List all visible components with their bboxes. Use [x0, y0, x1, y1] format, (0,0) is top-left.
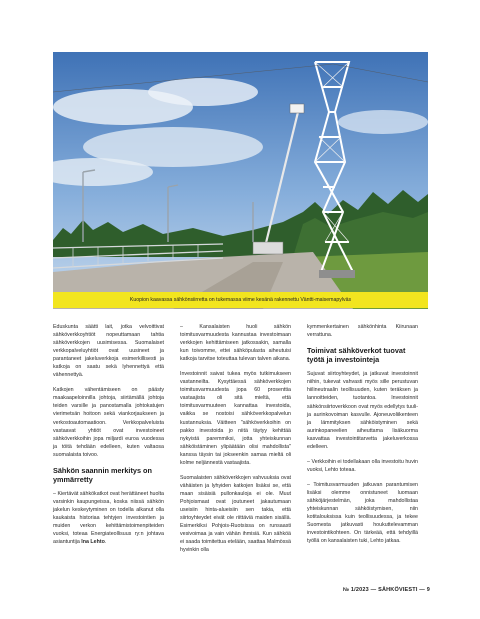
- paragraph: – Kansalaisten huoli sähkön toimitusvarmuudesta kannustaa investoimaan verkkojen kehittämiseen jatkossakin, samalla kun toivomme, ettei sähköpulasta aiheutuisi katkoja tarvitse toteuttaa tulevan talven aikana.: [180, 324, 291, 363]
- paragraph: – Verkkoihin ei todellakaan olla investoitu huvin vuoksi, Lehto toteaa.: [307, 458, 418, 473]
- paragraph: Suomalaisten sähköverkkojen vahvuuksia ovat vähäisten ja lyhyiden katkojen lisäksi se, että maan sisäisiä pullonkauloja ei ole. Muut Pohjoismaat ovat joutuneet jakautumaan useisiin hinta-alueisiin sen takia, että siirtoyhteydet eivät ole riittäviä maiden sisällä. Esimerkiksi Pohjois-Ruotsissa on runsaasti vesivoimaa ja vain vähän ihmisiä. Kun sähköä ei saada toimitettua etelään, saattaa Malmössä hyvinkin olla: [180, 474, 291, 554]
- paragraph: kymmenkertainen sähkönhinta Kiirunaan verrattuna.: [307, 324, 418, 339]
- article-column-1: [53, 323, 164, 553]
- paragraph: Sujuvat siirtoyhteydet, ja jatkuvat investoinnit niihin, tukevat vahvasti myös sille perustuvan hiilineutraalin teollisuuden, kuten teräksen ja lannoitteiden, tuotantoa. Investoinnit sähkönsiirtoverkkoon ovat myös edellytys tuuli- ja aurinkovoiman kasvulle. Ajoneuvoliikenteen ja lämmityksen sähköistyminen sekä aurinkopaneelien aiheuttama lisäkuorma kasvattaa investointitarvetta jakeluverkossa edelleen.: [307, 371, 418, 450]
- paragraph: – Toimitusvarmuuden jatkuvan parantumisen lisäksi olemme onnistuneet luomaan sähköjärjestelmän, joka mahdollistaa yhteiskunnan sähköistymisen, niin kotitalouksissa kuin teollisuudessa, ja tekee Suomesta jatkuvasti houkuttelevamman investointikohteen. On tärkeää, että tehdyillä työllä on kansalaisten tuki, Lehto jatkaa.: [307, 481, 418, 545]
- article-photo: [53, 52, 428, 309]
- paragraph: [53, 490, 164, 546]
- paragraph: Investoinnit saivat tukea myös tutkimukseen vastanneilta. Kysyttäessä sähköverkkojen toimitusvarmuudesta jopa 60 prosenttia vastaajista oli sitä mieltä, että toimitusvarmuuteen kannattaa investoida, vaikka se nostoisi sähköverkkopalvelun kustannuksia. Väitteen "sähköverkkoihin on pakko investoida jo niitä täytyy kehittää nykyistä paremmiksi, jotta yhteiskunnan sähköistäminen ylipäätään olisi mahdollista" kanssa täysin tai jokseenkin samaa mieltä oli kolme neljännestä vastaajista.: [180, 371, 291, 466]
- article-column-2: [180, 323, 291, 561]
- quote-end: .: [104, 539, 107, 546]
- section-heading: Toimivat sähköverkot tuovat työtä ja investointeja: [307, 346, 406, 365]
- author-name: Ina Lehto: [81, 539, 105, 546]
- paragraph: Eduskunta säätti lait, jotka velvoittivat sähköverkkoyhtiöt nopeuttamaan tahtia sähköverkkojen uusimisessa. Suomalaiset verkkopalveluyhtiöt ovat uusineet ja parantaneet jakeluverkkoja esimerkillisesti ja katkoja on saatu sekä lyhennettyä että vähennettyä.: [53, 324, 164, 379]
- page-footer: № 1/2023 — SÄHKÖVIESTI — 9: [342, 587, 430, 593]
- quote-text: – Kiertävät sähkökatkot ovat herättäneet huolta varsinkin kaupungeissa, koska niissä sähkön jakelun keskeytyminen on todella alkanut olla kaukaista historiaa tehtyjen investointien ja muiden verkon kehittämistoimenpiteiden vuoksi, toteaa Energiateollisuus ry:n johtava asiantuntija: [53, 490, 164, 546]
- photo-caption: Kuopion kaavassa sähkönsiirretta on tukemassa viime kesänä rakennettu Väntti-maisemapylväs: [129, 297, 352, 303]
- article-column-3: [307, 323, 418, 552]
- photo-caption-bar: [53, 292, 428, 308]
- section-heading: Sähkön saannin merkitys on ymmärretty: [53, 465, 152, 484]
- paragraph: Katkojen vähentämiseen on päästy maakaapeloinnilla johtoja, siirtämällä johtoja teiden varsille ja panostamalla johtokatujen vierimetsän hoitoon sekä viankorjaukseen ja verkostoautomaatioon. Verkkopalveluista vastaavat yhtiöt ovat investoineet sähköverkkoihin jopa miljardi euroa vuodessa ja töitä tehdään edelleen, kuten valtaosa suomalaista toivoo.: [53, 387, 164, 458]
